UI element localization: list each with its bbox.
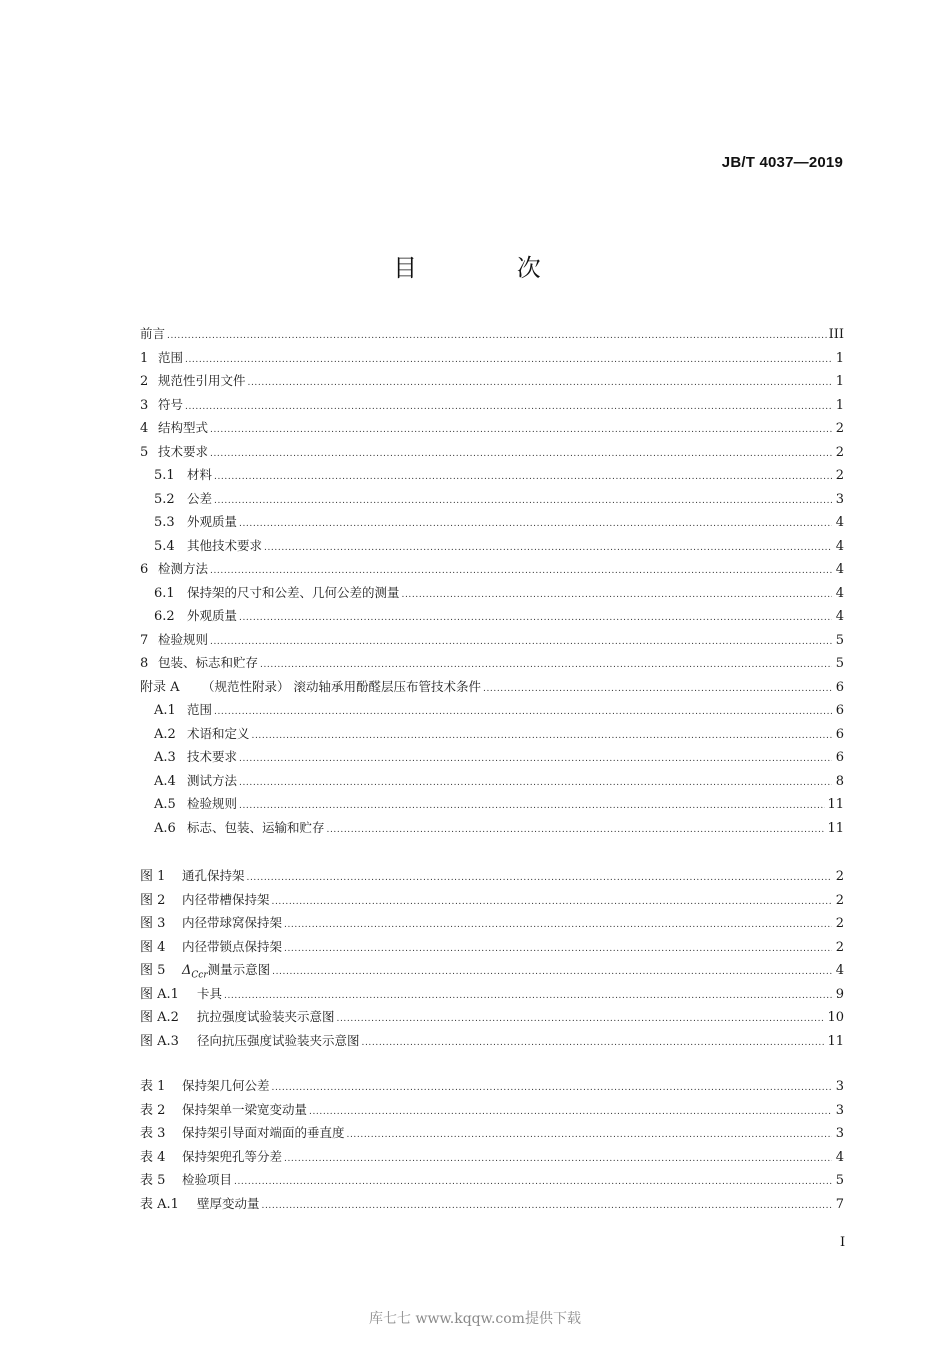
leader-dots (239, 607, 832, 631)
toc-label: 结构型式 (158, 420, 209, 435)
toc-num: 7 (140, 632, 149, 648)
toc-entry-a-4[interactable] (140, 769, 844, 793)
leader-dots (234, 1171, 832, 1195)
leader-dots (239, 748, 832, 772)
toc-label: 范围 (158, 349, 184, 365)
leader-dots (210, 631, 832, 655)
figure-num: 图 5 (140, 963, 166, 978)
toc-page: 4 (835, 538, 844, 554)
toc-page: III (828, 327, 844, 342)
toc-label: 外观质量 (187, 608, 238, 623)
toc-page: 8 (835, 773, 844, 789)
leader-dots (272, 1077, 832, 1101)
toc-num: A.4 (154, 773, 176, 789)
table-num: 表 1 (140, 1079, 166, 1094)
table-page: 4 (835, 1149, 844, 1165)
table-label: 壁厚变动量 (197, 1195, 260, 1211)
toc-page: 4 (835, 515, 844, 530)
figure-entry[interactable] (140, 1005, 844, 1029)
toc-entry-appendix-a[interactable] (140, 675, 844, 699)
toc-num: 8 (140, 656, 149, 671)
table-label: 保持架单一梁宽变动量 (182, 1101, 308, 1117)
toc-entry-4[interactable] (140, 416, 844, 440)
toc-page: 5 (835, 632, 844, 648)
figure-num: 图 2 (140, 892, 166, 908)
toc-num: 5.2 (154, 491, 175, 507)
leader-dots (347, 1124, 832, 1148)
leader-dots (264, 537, 832, 561)
leader-dots (185, 396, 832, 420)
toc-page: 2 (835, 421, 844, 436)
figure-label: 径向抗压强度试验装夹示意图 (197, 1032, 360, 1048)
toc-num: 1 (140, 350, 149, 366)
table-page: 3 (835, 1102, 844, 1118)
figure-page: 2 (835, 916, 844, 931)
leader-dots (337, 1008, 826, 1032)
figure-num: 图 1 (140, 869, 166, 884)
leader-dots (210, 419, 832, 443)
toc-figures (140, 864, 844, 1052)
figure-entry[interactable] (140, 888, 844, 912)
toc-num: A.3 (154, 750, 176, 765)
leader-dots (252, 725, 832, 749)
toc-page: 2 (835, 468, 844, 483)
toc-page: 4 (835, 562, 844, 577)
leader-dots (262, 1195, 832, 1219)
leader-dots (272, 891, 832, 915)
toc-num: 5.1 (154, 468, 175, 483)
toc-page: 3 (835, 491, 844, 507)
figure-num: 图 3 (140, 916, 166, 931)
leader-dots (272, 961, 832, 985)
figure-entry[interactable] (140, 1029, 844, 1053)
toc-num: A.2 (154, 726, 176, 742)
toc-entry-7[interactable] (140, 628, 844, 652)
table-page: 3 (835, 1079, 844, 1094)
figure-label: 测量示意图 (207, 962, 271, 977)
figure-page: 2 (835, 892, 844, 908)
leader-dots (284, 914, 832, 938)
toc-entry-a-1[interactable] (140, 698, 844, 722)
toc-page: 2 (835, 444, 844, 460)
toc-entry-2[interactable] (140, 369, 844, 393)
figure-label: 内径带锁点保持架 (182, 938, 283, 954)
toc-page: 1 (835, 350, 844, 366)
leader-dots (214, 490, 832, 514)
toc-label: 检验规则 (187, 796, 238, 811)
figure-label: 抗拉强度试验装夹示意图 (197, 1009, 335, 1024)
toc-num: 5.4 (154, 538, 175, 554)
toc-entry-6[interactable] (140, 557, 844, 581)
toc-label: 术语和定义 (187, 725, 250, 741)
leader-dots (284, 938, 832, 962)
leader-dots (239, 513, 832, 537)
toc-num: 6.2 (154, 609, 175, 624)
toc-num: 5 (140, 444, 149, 460)
toc-entry-a-5[interactable] (140, 792, 844, 816)
download-watermark: 库七七 www.kqqw.com提供下载 (369, 1311, 581, 1327)
figure-label: 内径带球窝保持架 (182, 915, 283, 930)
delta-symbol: $\Delta_{Ccr}$ (182, 963, 208, 981)
toc-entry-6-2[interactable] (140, 604, 844, 628)
toc-num: 附录 A (140, 679, 180, 695)
leader-dots (309, 1101, 832, 1125)
toc-entry-5-2[interactable] (140, 487, 844, 511)
toc-page: 11 (827, 797, 844, 812)
leader-dots (247, 867, 832, 891)
toc-label: 公差 (187, 490, 213, 506)
toc-label: 技术要求 (187, 749, 238, 764)
toc-page: 5 (835, 656, 844, 671)
toc-label: 技术要求 (158, 443, 209, 459)
leader-dots (214, 466, 832, 490)
toc-tables (140, 1074, 844, 1215)
toc-num: 6.1 (154, 585, 175, 601)
leader-dots (185, 349, 832, 373)
toc-entry-5-3[interactable] (140, 510, 844, 534)
toc-entry-5[interactable] (140, 440, 844, 464)
leader-dots (214, 701, 832, 725)
toc-label: 外观质量 (187, 514, 238, 529)
toc-label: 测试方法 (187, 772, 238, 788)
toc-page: 1 (835, 397, 844, 413)
toc-entry-3[interactable] (140, 393, 844, 417)
leader-dots (239, 795, 825, 819)
table-num: 表 A.1 (140, 1196, 179, 1212)
figure-page: 2 (835, 939, 844, 955)
toc-page: 6 (835, 679, 844, 695)
table-entry[interactable] (140, 1121, 844, 1145)
figure-entry[interactable] (140, 935, 844, 959)
toc-page: 6 (835, 726, 844, 742)
standard-code: JB/T 4037—2019 (721, 154, 843, 171)
toc-label: （规范性附录） 滚动轴承用酚醛层压布管技术条件 (202, 678, 481, 694)
toc-label: 标志、包装、运输和贮存 (187, 819, 325, 835)
toc-entry-1[interactable] (140, 346, 844, 370)
figure-num: 图 A.1 (140, 986, 179, 1002)
leader-dots (362, 1032, 826, 1056)
toc-page: 6 (835, 703, 844, 718)
figure-page: 2 (835, 869, 844, 884)
table-label: 保持架兜孔等分差 (182, 1148, 283, 1164)
table-page: 5 (835, 1173, 844, 1188)
toc-num: A.5 (154, 797, 176, 812)
toc-entry-a-6[interactable] (140, 816, 844, 840)
toc-page: 1 (835, 374, 844, 389)
table-num: 表 4 (140, 1149, 166, 1165)
figure-page: 9 (835, 986, 844, 1002)
figure-entry[interactable] (140, 911, 844, 935)
toc-label: 检测方法 (158, 561, 209, 576)
toc-num: A.6 (154, 820, 176, 836)
toc-num: 2 (140, 374, 149, 389)
leader-dots (284, 1148, 832, 1172)
table-label: 保持架几何公差 (182, 1078, 270, 1093)
toc-label: 其他技术要求 (187, 537, 263, 553)
toc-page: 6 (835, 750, 844, 765)
toc-page: 4 (835, 609, 844, 624)
figure-entry[interactable] (140, 958, 844, 982)
leader-dots (483, 678, 832, 702)
figure-num: 图 4 (140, 939, 166, 955)
figure-page: 11 (827, 1033, 844, 1049)
table-num: 表 5 (140, 1173, 166, 1188)
toc-entry-preface[interactable] (140, 322, 844, 346)
toc-page: 11 (827, 820, 844, 836)
toc-label: 规范性引用文件 (158, 373, 246, 388)
table-page: 3 (835, 1126, 844, 1141)
toc-label: 检验规则 (158, 631, 209, 647)
toc-page: 4 (835, 585, 844, 601)
toc-entry-a-2[interactable] (140, 722, 844, 746)
figure-label: 卡具 (197, 985, 223, 1001)
figure-entry[interactable] (140, 982, 844, 1006)
toc-label: 前言 (140, 326, 166, 341)
toc-entry-8[interactable] (140, 651, 844, 675)
toc-label: 材料 (187, 467, 213, 482)
page-title: 目 次 (393, 254, 587, 282)
leader-dots (248, 372, 832, 396)
leader-dots (327, 819, 826, 843)
toc-entry-6-1[interactable] (140, 581, 844, 605)
leader-dots (239, 772, 832, 796)
toc-num: 4 (140, 421, 149, 436)
figure-page: 10 (827, 1010, 844, 1025)
table-num: 表 2 (140, 1102, 166, 1118)
table-entry[interactable] (140, 1168, 844, 1192)
figure-label: 内径带槽保持架 (182, 891, 270, 907)
toc-num: 3 (140, 397, 149, 413)
figure-entry[interactable] (140, 864, 844, 888)
toc-label: 符号 (158, 396, 184, 412)
toc-label: 包装、标志和贮存 (158, 655, 259, 670)
toc-entry-5-1[interactable] (140, 463, 844, 487)
table-label: 保持架引导面对端面的垂直度 (182, 1125, 345, 1140)
figure-page: 4 (835, 963, 844, 978)
leader-dots (167, 325, 827, 349)
figure-num: 图 A.2 (140, 1010, 179, 1025)
toc-label: 保持架的尺寸和公差、几何公差的测量 (187, 584, 400, 600)
page-number: I (840, 1235, 846, 1250)
leader-dots (402, 584, 832, 608)
table-entry[interactable] (140, 1192, 844, 1216)
toc-entry-a-3[interactable] (140, 745, 844, 769)
leader-dots (210, 443, 832, 467)
toc-contents (140, 322, 844, 839)
toc-label: 范围 (187, 702, 213, 717)
table-page: 7 (835, 1196, 844, 1212)
figure-label: 通孔保持架 (182, 868, 245, 883)
toc-num: A.1 (154, 703, 176, 718)
toc-num: 6 (140, 562, 149, 577)
figure-num: 图 A.3 (140, 1033, 179, 1049)
table-entry[interactable] (140, 1098, 844, 1122)
toc-num: 5.3 (154, 515, 175, 530)
table-entry[interactable] (140, 1145, 844, 1169)
table-entry[interactable] (140, 1074, 844, 1098)
table-label: 检验项目 (182, 1172, 233, 1187)
table-num: 表 3 (140, 1126, 166, 1141)
toc-entry-5-4[interactable] (140, 534, 844, 558)
